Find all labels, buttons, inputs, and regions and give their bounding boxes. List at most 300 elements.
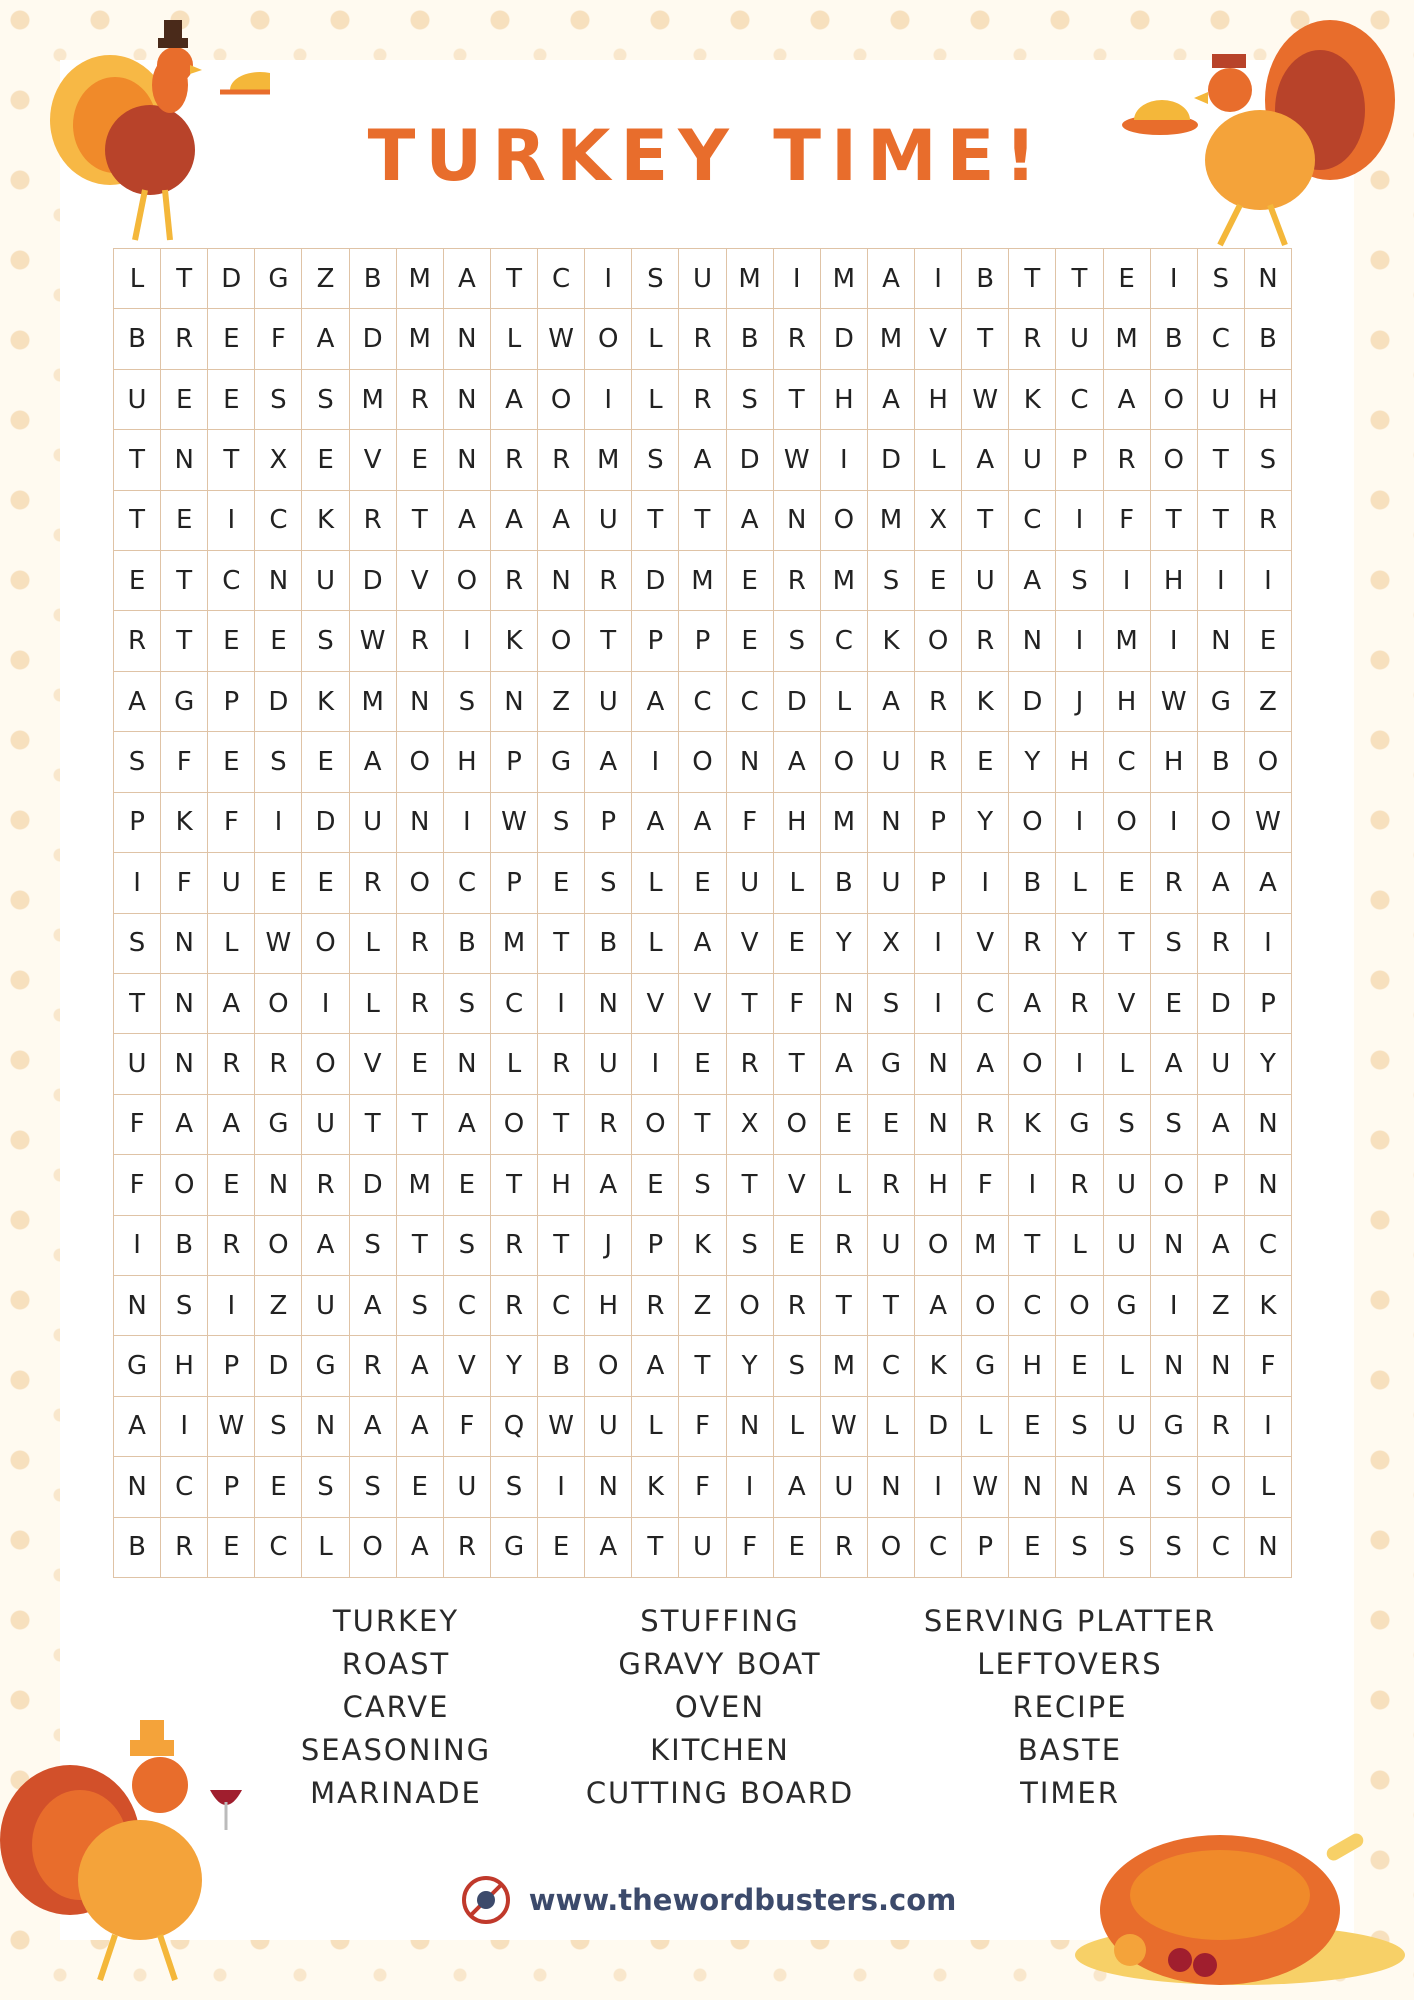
grid-cell: O [774,1095,821,1155]
grid-cell: E [255,611,302,671]
grid-cell: I [1104,551,1151,611]
grid-cell: C [1245,1216,1292,1276]
grid-cell: R [491,1276,538,1336]
grid-cell: P [208,1457,255,1517]
grid-cell: A [962,430,1009,490]
grid-cell: I [444,793,491,853]
grid-cell: H [915,1155,962,1215]
grid-cell: K [302,491,349,551]
grid-cell: A [491,370,538,430]
grid-cell: S [444,1216,491,1276]
grid-cell: D [350,551,397,611]
grid-cell: S [585,853,632,913]
grid-cell: U [302,1276,349,1336]
grid-cell: F [727,1518,774,1578]
grid-cell: F [727,793,774,853]
grid-cell: E [397,430,444,490]
grid-cell: G [255,1095,302,1155]
grid-cell: R [350,853,397,913]
grid-cell: T [727,974,774,1034]
grid-cell: C [538,249,585,309]
grid-cell: R [962,611,1009,671]
grid-cell: T [632,491,679,551]
grid-cell: E [161,370,208,430]
grid-cell: N [114,1457,161,1517]
grid-cell: E [1104,853,1151,913]
grid-cell: S [302,1457,349,1517]
grid-cell: I [1056,491,1103,551]
grid-cell: G [1104,1276,1151,1336]
word-list-item: SEASONING [300,1733,492,1767]
grid-cell: A [585,1155,632,1215]
grid-cell: N [491,672,538,732]
grid-cell: V [350,430,397,490]
grid-cell: T [585,611,632,671]
grid-cell: N [1245,1518,1292,1578]
grid-cell: U [868,732,915,792]
grid-cell: I [1245,551,1292,611]
grid-cell: M [585,430,632,490]
grid-cell: M [350,370,397,430]
grid-cell: L [774,853,821,913]
grid-cell: P [208,672,255,732]
grid-cell: U [962,551,1009,611]
grid-cell: L [821,672,868,732]
grid-cell: M [397,249,444,309]
grid-cell: N [915,1034,962,1094]
grid-cell: C [538,1276,585,1336]
grid-cell: O [821,491,868,551]
grid-cell: D [632,551,679,611]
grid-cell: C [444,853,491,913]
grid-cell: T [774,370,821,430]
grid-cell: I [915,974,962,1034]
grid-cell: R [1245,491,1292,551]
grid-cell: M [962,1216,1009,1276]
grid-cell: V [444,1336,491,1396]
grid-cell: X [727,1095,774,1155]
grid-cell: M [397,1155,444,1215]
grid-cell: E [444,1155,491,1215]
grid-cell: R [1151,853,1198,913]
grid-cell: C [821,611,868,671]
grid-cell: M [491,914,538,974]
grid-cell: C [255,491,302,551]
grid-cell: M [821,551,868,611]
grid-cell: N [585,1457,632,1517]
grid-cell: I [1151,249,1198,309]
grid-cell: X [255,430,302,490]
grid-cell: E [774,1216,821,1276]
grid-cell: J [1056,672,1103,732]
grid-cell: R [679,309,726,369]
grid-cell: S [632,249,679,309]
grid-cell: R [302,1155,349,1215]
grid-cell: H [821,370,868,430]
grid-cell: A [208,974,255,1034]
word-list-column-2 [570,1600,870,1815]
grid-cell: L [1245,1457,1292,1517]
grid-cell: O [585,309,632,369]
grid-cell: L [1104,1336,1151,1396]
grid-cell: U [821,1457,868,1517]
grid-cell: O [491,1095,538,1155]
grid-cell: R [1198,914,1245,974]
grid-cell: U [868,1216,915,1276]
grid-cell: A [774,732,821,792]
grid-cell: N [444,1034,491,1094]
grid-cell: O [350,1518,397,1578]
grid-cell: N [868,1457,915,1517]
grid-cell: S [444,672,491,732]
grid-cell: S [868,974,915,1034]
grid-cell: D [208,249,255,309]
grid-cell: E [114,551,161,611]
grid-cell: A [1198,1216,1245,1276]
grid-cell: E [1104,249,1151,309]
grid-cell: H [1056,732,1103,792]
grid-cell: E [208,1518,255,1578]
grid-cell: S [350,1457,397,1517]
grid-cell: O [1151,370,1198,430]
grid-cell: S [1104,1095,1151,1155]
grid-cell: C [161,1457,208,1517]
grid-cell: E [208,370,255,430]
grid-cell: A [1198,1095,1245,1155]
grid-cell: S [114,732,161,792]
grid-cell: F [208,793,255,853]
grid-cell: S [1056,551,1103,611]
grid-cell: N [161,974,208,1034]
grid-cell: T [868,1276,915,1336]
grid-cell: O [915,1216,962,1276]
grid-cell: A [679,430,726,490]
grid-cell: L [632,853,679,913]
grid-cell: H [774,793,821,853]
grid-cell: O [302,914,349,974]
grid-cell: W [821,1397,868,1457]
grid-cell: O [538,370,585,430]
grid-cell: N [868,793,915,853]
grid-cell: Z [1198,1276,1245,1336]
grid-cell: H [1009,1336,1056,1396]
grid-cell: A [444,249,491,309]
grid-cell: N [774,491,821,551]
grid-cell: U [114,1034,161,1094]
grid-cell: U [208,853,255,913]
grid-cell: M [1104,611,1151,671]
grid-cell: R [255,1034,302,1094]
grid-cell: T [1056,249,1103,309]
grid-cell: T [491,249,538,309]
grid-cell: C [679,672,726,732]
grid-cell: U [350,793,397,853]
grid-cell: H [1151,551,1198,611]
word-list-column-1 [296,1600,496,1815]
grid-cell: L [350,974,397,1034]
grid-cell: C [1009,1276,1056,1336]
grid-cell: A [1009,551,1056,611]
grid-cell: U [1198,1034,1245,1094]
grid-cell: L [632,370,679,430]
grid-cell: M [397,309,444,369]
grid-cell: T [114,430,161,490]
grid-cell: A [1009,974,1056,1034]
grid-cell: U [1009,430,1056,490]
grid-cell: D [255,672,302,732]
grid-cell: I [208,1276,255,1336]
grid-cell: V [962,914,1009,974]
grid-cell: T [962,491,1009,551]
grid-cell: B [161,1216,208,1276]
grid-cell: P [915,793,962,853]
grid-cell: B [444,914,491,974]
grid-cell: D [255,1336,302,1396]
grid-cell: D [868,430,915,490]
grid-cell: N [1151,1216,1198,1276]
word-list-item: RECIPE [1012,1690,1128,1724]
grid-cell: T [114,491,161,551]
grid-cell: T [962,309,1009,369]
grid-cell: O [915,611,962,671]
grid-cell: A [1104,370,1151,430]
grid-cell: L [491,1034,538,1094]
grid-cell: A [397,1518,444,1578]
grid-cell: R [1009,914,1056,974]
grid-cell: O [397,732,444,792]
grid-cell: C [1104,732,1151,792]
grid-cell: K [868,611,915,671]
grid-cell: R [1009,309,1056,369]
grid-cell: T [1151,491,1198,551]
grid-cell: V [915,309,962,369]
grid-cell: S [1245,430,1292,490]
grid-cell: L [868,1397,915,1457]
grid-cell: R [208,1216,255,1276]
grid-cell: C [255,1518,302,1578]
grid-cell: T [491,1155,538,1215]
grid-cell: E [538,1518,585,1578]
grid-cell: N [444,309,491,369]
grid-cell: M [821,249,868,309]
grid-cell: G [538,732,585,792]
grid-cell: K [491,611,538,671]
grid-cell: N [1151,1336,1198,1396]
grid-cell: A [161,1095,208,1155]
grid-cell: E [1245,611,1292,671]
grid-cell: N [255,1155,302,1215]
grid-cell: B [1151,309,1198,369]
grid-cell: L [962,1397,1009,1457]
grid-cell: N [161,430,208,490]
grid-cell: W [962,370,1009,430]
word-list-item: STUFFING [640,1604,800,1638]
grid-cell: B [114,309,161,369]
grid-cell: S [774,611,821,671]
grid-cell: A [491,491,538,551]
grid-cell: Y [491,1336,538,1396]
grid-cell: A [538,491,585,551]
grid-cell: I [1009,1155,1056,1215]
grid-cell: T [1009,249,1056,309]
grid-cell: A [444,1095,491,1155]
grid-cell: U [585,672,632,732]
grid-cell: R [208,1034,255,1094]
grid-cell: A [868,370,915,430]
grid-cell: R [868,1155,915,1215]
grid-cell: C [727,672,774,732]
grid-cell: P [1198,1155,1245,1215]
grid-cell: I [915,249,962,309]
grid-cell: G [1056,1095,1103,1155]
grid-cell: I [1151,793,1198,853]
word-list-item: CARVE [342,1690,450,1724]
grid-cell: H [538,1155,585,1215]
grid-cell: T [161,249,208,309]
grid-cell: A [962,1034,1009,1094]
grid-cell: N [1009,611,1056,671]
grid-cell: I [1056,793,1103,853]
grid-cell: F [679,1397,726,1457]
grid-cell: L [632,309,679,369]
grid-cell: H [444,732,491,792]
grid-cell: N [397,672,444,732]
grid-cell: F [774,974,821,1034]
grid-cell: I [302,974,349,1034]
grid-cell: E [397,1457,444,1517]
grid-cell: Y [1056,914,1103,974]
grid-cell: F [161,853,208,913]
grid-cell: R [161,1518,208,1578]
grid-cell: V [632,974,679,1034]
grid-cell: N [1245,249,1292,309]
grid-cell: A [444,491,491,551]
grid-cell: D [821,309,868,369]
grid-cell: J [585,1216,632,1276]
grid-cell: C [868,1336,915,1396]
grid-cell: N [585,974,632,1034]
grid-cell: A [397,1397,444,1457]
grid-cell: N [915,1095,962,1155]
grid-cell: N [538,551,585,611]
grid-cell: K [302,672,349,732]
grid-cell: R [397,974,444,1034]
grid-cell: O [1056,1276,1103,1336]
grid-cell: O [302,1034,349,1094]
grid-cell: N [727,732,774,792]
grid-cell: P [491,732,538,792]
grid-cell: T [679,1095,726,1155]
grid-cell: S [302,370,349,430]
grid-cell: L [350,914,397,974]
grid-cell: M [868,309,915,369]
grid-cell: C [962,974,1009,1034]
grid-cell: I [1198,551,1245,611]
grid-cell: F [255,309,302,369]
grid-cell: W [255,914,302,974]
grid-cell: T [1009,1216,1056,1276]
grid-cell: R [1056,1155,1103,1215]
grid-cell: S [1151,1457,1198,1517]
grid-cell: M [679,551,726,611]
grid-cell: S [538,793,585,853]
grid-cell: S [397,1276,444,1336]
grid-cell: T [208,430,255,490]
grid-cell: U [302,1095,349,1155]
word-search-grid [113,248,1292,1578]
grid-cell: C [491,974,538,1034]
website-url[interactable]: www.thewordbusters.com [528,1883,957,1917]
grid-cell: M [868,491,915,551]
grid-cell: O [255,1216,302,1276]
grid-cell: K [161,793,208,853]
grid-cell: L [821,1155,868,1215]
grid-cell: A [868,672,915,732]
grid-cell: N [444,370,491,430]
grid-cell: F [1104,491,1151,551]
grid-cell: E [538,853,585,913]
grid-cell: E [1009,1397,1056,1457]
grid-cell: A [350,732,397,792]
grid-cell: W [350,611,397,671]
grid-cell: S [491,1457,538,1517]
grid-cell: G [161,672,208,732]
grid-cell: I [585,249,632,309]
grid-cell: E [1009,1518,1056,1578]
grid-cell: R [585,1095,632,1155]
grid-cell: N [1198,611,1245,671]
grid-cell: A [302,1216,349,1276]
grid-cell: U [1056,309,1103,369]
grid-cell: G [1151,1397,1198,1457]
grid-cell: U [868,853,915,913]
grid-cell: E [397,1034,444,1094]
grid-cell: C [915,1518,962,1578]
grid-cell: R [350,1336,397,1396]
grid-cell: Y [1009,732,1056,792]
grid-cell: G [491,1518,538,1578]
grid-cell: S [727,370,774,430]
grid-cell: T [397,1095,444,1155]
grid-cell: O [585,1336,632,1396]
grid-cell: T [821,1276,868,1336]
grid-cell: A [1151,1034,1198,1094]
grid-cell: M [821,1336,868,1396]
grid-cell: L [915,430,962,490]
grid-cell: I [774,249,821,309]
grid-cell: S [868,551,915,611]
grid-cell: L [774,1397,821,1457]
grid-cell: H [1151,732,1198,792]
word-list-item: TURKEY [332,1604,460,1638]
grid-cell: E [302,430,349,490]
grid-cell: T [538,914,585,974]
grid-cell: R [161,309,208,369]
grid-cell: N [397,793,444,853]
grid-cell: G [962,1336,1009,1396]
grid-cell: O [1151,430,1198,490]
grid-cell: S [444,974,491,1034]
grid-cell: A [868,249,915,309]
grid-cell: S [774,1336,821,1396]
grid-cell: P [632,611,679,671]
grid-cell: G [255,249,302,309]
grid-cell: R [114,611,161,671]
grid-cell: A [632,793,679,853]
grid-cell: R [679,370,726,430]
grid-cell: R [397,370,444,430]
grid-cell: E [302,853,349,913]
